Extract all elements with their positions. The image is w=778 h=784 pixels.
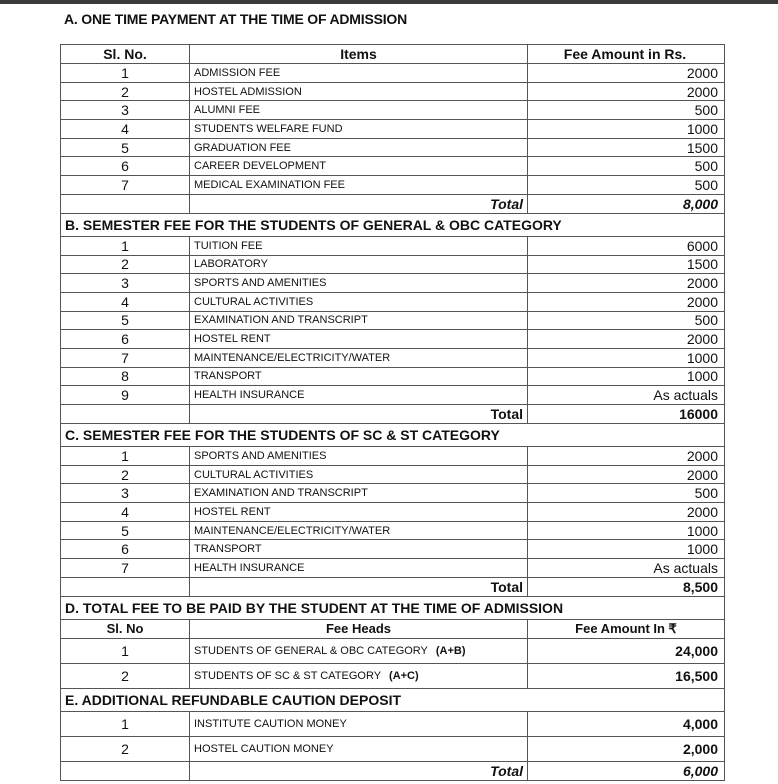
item-name: HOSTEL RENT — [190, 330, 528, 349]
serial-number: 3 — [61, 484, 190, 503]
table-row — [61, 540, 725, 559]
serial-number: 4 — [61, 292, 190, 311]
table-row — [61, 521, 725, 540]
fee-amount: 2,000 — [528, 736, 725, 761]
table-row — [61, 367, 725, 386]
table-row — [61, 64, 725, 83]
header-sl: Sl. No. — [61, 45, 190, 64]
section-d-header-row — [61, 619, 725, 638]
item-name: EXAMINATION AND TRANSCRIPT — [190, 484, 528, 503]
table-row — [61, 330, 725, 349]
section-c-total-row — [61, 577, 725, 596]
header-amount: Fee Amount in Rs. — [528, 45, 725, 64]
fee-table — [60, 44, 725, 781]
item-name: HOSTEL CAUTION MONEY — [190, 736, 528, 761]
fee-amount: 6000 — [528, 236, 725, 255]
fee-amount: 2000 — [528, 330, 725, 349]
total-label: Total — [190, 194, 528, 213]
table-row — [61, 101, 725, 120]
fee-amount: As actuals — [528, 559, 725, 578]
serial-number: 4 — [61, 120, 190, 139]
total-amount: 6,000 — [528, 761, 725, 780]
item-name: SPORTS AND AMENITIES — [190, 447, 528, 466]
serial-number: 6 — [61, 157, 190, 176]
table-row — [61, 386, 725, 405]
fee-amount: 16,500 — [528, 663, 725, 688]
serial-number: 7 — [61, 176, 190, 195]
item-name: HOSTEL ADMISSION — [190, 82, 528, 101]
item-name: TUITION FEE — [190, 236, 528, 255]
serial-number: 8 — [61, 367, 190, 386]
serial-number: 6 — [61, 330, 190, 349]
empty-cell — [61, 761, 190, 780]
item-name: HOSTEL RENT — [190, 503, 528, 522]
item-name: TRANSPORT — [190, 540, 528, 559]
serial-number: 2 — [61, 663, 190, 688]
item-tag: (A+C) — [389, 669, 419, 682]
serial-number: 2 — [61, 465, 190, 484]
total-label: Total — [190, 577, 528, 596]
fee-amount: 2000 — [528, 503, 725, 522]
table-header-row — [61, 45, 725, 64]
total-amount: 8,000 — [528, 194, 725, 213]
fee-amount: 1000 — [528, 348, 725, 367]
total-label: Total — [190, 405, 528, 424]
empty-cell — [61, 405, 190, 424]
item-name: INSTITUTE CAUTION MONEY — [190, 711, 528, 736]
serial-number: 3 — [61, 101, 190, 120]
fee-amount: 2000 — [528, 447, 725, 466]
fee-amount: 1000 — [528, 521, 725, 540]
item-name — [190, 638, 528, 663]
serial-number: 9 — [61, 386, 190, 405]
fee-amount: 500 — [528, 484, 725, 503]
total-amount: 16000 — [528, 405, 725, 424]
header-fee-heads: Fee Heads — [190, 619, 528, 638]
section-b-title: B. SEMESTER FEE FOR THE STUDENTS OF GENERAL & OBC CATEGORY — [61, 213, 725, 236]
item-name: EXAMINATION AND TRANSCRIPT — [190, 311, 528, 330]
section-c-title: C. SEMESTER FEE FOR THE STUDENTS OF SC & ST CATEGORY — [61, 424, 725, 447]
table-row — [61, 736, 725, 761]
serial-number: 1 — [61, 236, 190, 255]
serial-number: 7 — [61, 559, 190, 578]
table-row — [61, 559, 725, 578]
item-name: STUDENTS OF SC & ST CATEGORY — [194, 669, 382, 682]
serial-number: 4 — [61, 503, 190, 522]
item-name: HEALTH INSURANCE — [190, 559, 528, 578]
serial-number: 6 — [61, 540, 190, 559]
serial-number: 5 — [61, 311, 190, 330]
viewer-top-bar — [0, 0, 778, 4]
item-name: STUDENTS OF GENERAL & OBC CATEGORY — [194, 644, 428, 657]
section-a-title: A. ONE TIME PAYMENT AT THE TIME OF ADMISSION — [64, 11, 408, 27]
table-row — [61, 465, 725, 484]
item-name: TRANSPORT — [190, 367, 528, 386]
item-name: CULTURAL ACTIVITIES — [190, 465, 528, 484]
item-name: ADMISSION FEE — [190, 64, 528, 83]
total-amount: 8,500 — [528, 577, 725, 596]
serial-number: 7 — [61, 348, 190, 367]
table-row — [61, 311, 725, 330]
item-name: HEALTH INSURANCE — [190, 386, 528, 405]
header-sl: Sl. No — [61, 619, 190, 638]
serial-number: 2 — [61, 736, 190, 761]
table-row — [61, 138, 725, 157]
fee-amount: 1000 — [528, 120, 725, 139]
table-row — [61, 274, 725, 293]
fee-amount: 2000 — [528, 292, 725, 311]
total-label: Total — [190, 761, 528, 780]
section-b-title-row — [61, 213, 725, 236]
serial-number: 1 — [61, 638, 190, 663]
table-row — [61, 348, 725, 367]
fee-amount: As actuals — [528, 386, 725, 405]
serial-number: 5 — [61, 521, 190, 540]
serial-number: 2 — [61, 82, 190, 101]
item-name: MAINTENANCE/ELECTRICITY/WATER — [190, 521, 528, 540]
fee-amount: 4,000 — [528, 711, 725, 736]
fee-amount: 2000 — [528, 82, 725, 101]
table-row — [61, 157, 725, 176]
header-amount: Fee Amount In ₹ — [528, 619, 725, 638]
header-items: Items — [190, 45, 528, 64]
serial-number: 1 — [61, 64, 190, 83]
table-row — [61, 663, 725, 688]
section-a-total-row — [61, 194, 725, 213]
table-row — [61, 236, 725, 255]
section-d-title: D. TOTAL FEE TO BE PAID BY THE STUDENT AT THE TIME OF ADMISSION — [61, 596, 725, 619]
item-name — [190, 663, 528, 688]
fee-amount: 2000 — [528, 274, 725, 293]
table-row — [61, 447, 725, 466]
serial-number: 1 — [61, 447, 190, 466]
table-row — [61, 82, 725, 101]
fee-amount: 1500 — [528, 138, 725, 157]
section-b-total-row — [61, 405, 725, 424]
empty-cell — [61, 194, 190, 213]
fee-amount: 24,000 — [528, 638, 725, 663]
fee-amount: 1500 — [528, 255, 725, 274]
fee-amount: 500 — [528, 157, 725, 176]
fee-amount: 1000 — [528, 367, 725, 386]
item-tag: (A+B) — [435, 644, 466, 657]
table-row — [61, 255, 725, 274]
item-name: ALUMNI FEE — [190, 101, 528, 120]
fee-amount: 500 — [528, 176, 725, 195]
item-name: GRADUATION FEE — [190, 138, 528, 157]
section-d-title-row — [61, 596, 725, 619]
section-e-title-row — [61, 688, 725, 711]
item-name: LABORATORY — [190, 255, 528, 274]
item-name: STUDENTS WELFARE FUND — [190, 120, 528, 139]
item-name: CULTURAL ACTIVITIES — [190, 292, 528, 311]
serial-number: 3 — [61, 274, 190, 293]
table-row — [61, 503, 725, 522]
table-row — [61, 292, 725, 311]
table-row — [61, 711, 725, 736]
serial-number: 5 — [61, 138, 190, 157]
table-row — [61, 484, 725, 503]
fee-amount: 1000 — [528, 540, 725, 559]
table-row — [61, 638, 725, 663]
fee-amount: 2000 — [528, 64, 725, 83]
item-name: SPORTS AND AMENITIES — [190, 274, 528, 293]
table-row — [61, 176, 725, 195]
serial-number: 2 — [61, 255, 190, 274]
section-e-title: E. ADDITIONAL REFUNDABLE CAUTION DEPOSIT — [61, 688, 725, 711]
empty-cell — [61, 577, 190, 596]
item-name: MEDICAL EXAMINATION FEE — [190, 176, 528, 195]
section-e-total-row — [61, 761, 725, 780]
table-row — [61, 120, 725, 139]
section-c-title-row — [61, 424, 725, 447]
serial-number: 1 — [61, 711, 190, 736]
fee-amount: 500 — [528, 101, 725, 120]
item-name: CAREER DEVELOPMENT — [190, 157, 528, 176]
fee-amount: 500 — [528, 311, 725, 330]
fee-amount: 2000 — [528, 465, 725, 484]
item-name: MAINTENANCE/ELECTRICITY/WATER — [190, 348, 528, 367]
